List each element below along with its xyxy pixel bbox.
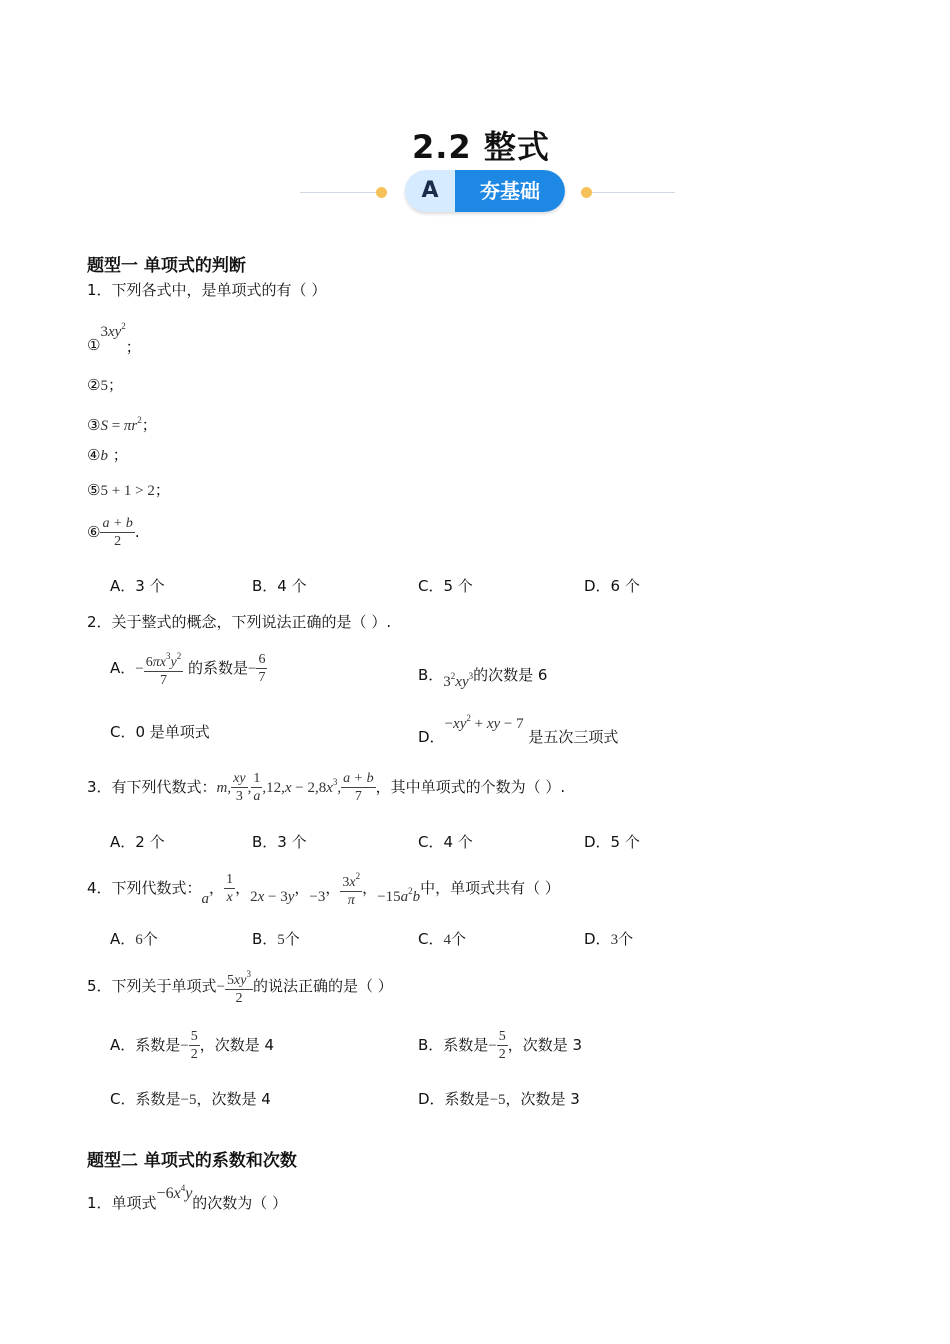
q1-item-4: ④b ；	[87, 446, 128, 464]
q5-option-a[interactable]: A．系数是− $\frac{5}{2}$ ，次数是 4	[110, 1029, 275, 1062]
q1-option-d[interactable]: D．6 个	[584, 577, 640, 595]
q2-option-c[interactable]: C．0 是单项式	[110, 723, 210, 741]
q5-option-c[interactable]: C．系数是−5，次数是 4	[110, 1090, 271, 1108]
q3-option-c[interactable]: C．4 个	[418, 833, 473, 851]
section-banner	[280, 168, 680, 218]
q1-option-a[interactable]: A．3 个	[110, 577, 165, 595]
banner-dot-right	[581, 187, 592, 198]
q2-option-d[interactable]: D．$-xy^2$ + xy − 7 是五次三项式	[418, 713, 619, 746]
q5-option-b[interactable]: B．系数是− $\frac{5}{2}$ ，次数是 3	[418, 1029, 583, 1062]
banner-line-right	[590, 192, 675, 193]
q4-option-b[interactable]: B．5个	[252, 930, 300, 948]
q1-item-6: ⑥ $\frac{a + b}{2}$ .	[87, 516, 140, 549]
q1-stem: 1．下列各式中，是单项式的有（ ）	[87, 281, 327, 299]
q3-option-a[interactable]: A．2 个	[110, 833, 165, 851]
section-heading-2: 题型二 单项式的系数和次数	[87, 1151, 297, 1171]
q2-stem: 2．关于整式的概念，下列说法正确的是（ ）.	[87, 613, 392, 631]
section-heading-1: 题型一 单项式的判断	[87, 256, 246, 276]
q3-option-b[interactable]: B．3 个	[252, 833, 307, 851]
q1-item-5: ⑤5 + 1 > 2；	[87, 481, 170, 499]
level-badge	[405, 170, 565, 212]
badge-text: 夯基础	[455, 170, 565, 212]
q4-option-c[interactable]: C．4个	[418, 930, 466, 948]
q1-item-2: ②5；	[87, 376, 123, 394]
q3-stem: 3．有下列代数式：m, $\frac{xy}{3}$ , $\frac{1}{a}$ $,12,x - 2,8x^3$, $\frac{a + b}{7}$ ，其中单项式的个数为（ ）.	[87, 771, 566, 804]
q4-option-d[interactable]: D．3个	[584, 930, 634, 948]
q2-option-a[interactable]: A．− $\frac{6\pi x^3y^2}{7}$ 的系数是− $\frac{6}{7}$	[110, 648, 267, 689]
q5-option-d[interactable]: D．系数是−5，次数是 3	[418, 1090, 580, 1108]
s2-q1-stem: 1．单项式$-6x^4y$的次数为（ ）	[87, 1183, 288, 1212]
q1-item-3: ③S = $\pi r^2$；	[87, 415, 157, 434]
q4-stem: 4．下列代数式：a， $\frac{1}{x}$ ，2x − 3y，−3， $\frac{3x^2}{\pi}$ ，$-15a^2b$中，单项式共有（ ）	[87, 868, 560, 909]
banner-line-left	[300, 192, 385, 193]
q2-option-b[interactable]: B．$3^2xy^3$的次数是 6	[418, 666, 548, 690]
q1-item-1: $①3xy^2$；	[87, 321, 141, 356]
badge-letter: A	[421, 178, 439, 203]
q5-stem: 5．下列关于单项式− $\frac{5xy^3}{2}$ 的说法正确的是（ ）	[87, 966, 393, 1007]
q4-option-a[interactable]: A．6个	[110, 930, 158, 948]
q3-option-d[interactable]: D．5 个	[584, 833, 640, 851]
banner-dot-left	[376, 187, 387, 198]
page-title: 2.2 整式	[412, 128, 550, 166]
q1-option-c[interactable]: C．5 个	[418, 577, 473, 595]
q1-option-b[interactable]: B．4 个	[252, 577, 307, 595]
